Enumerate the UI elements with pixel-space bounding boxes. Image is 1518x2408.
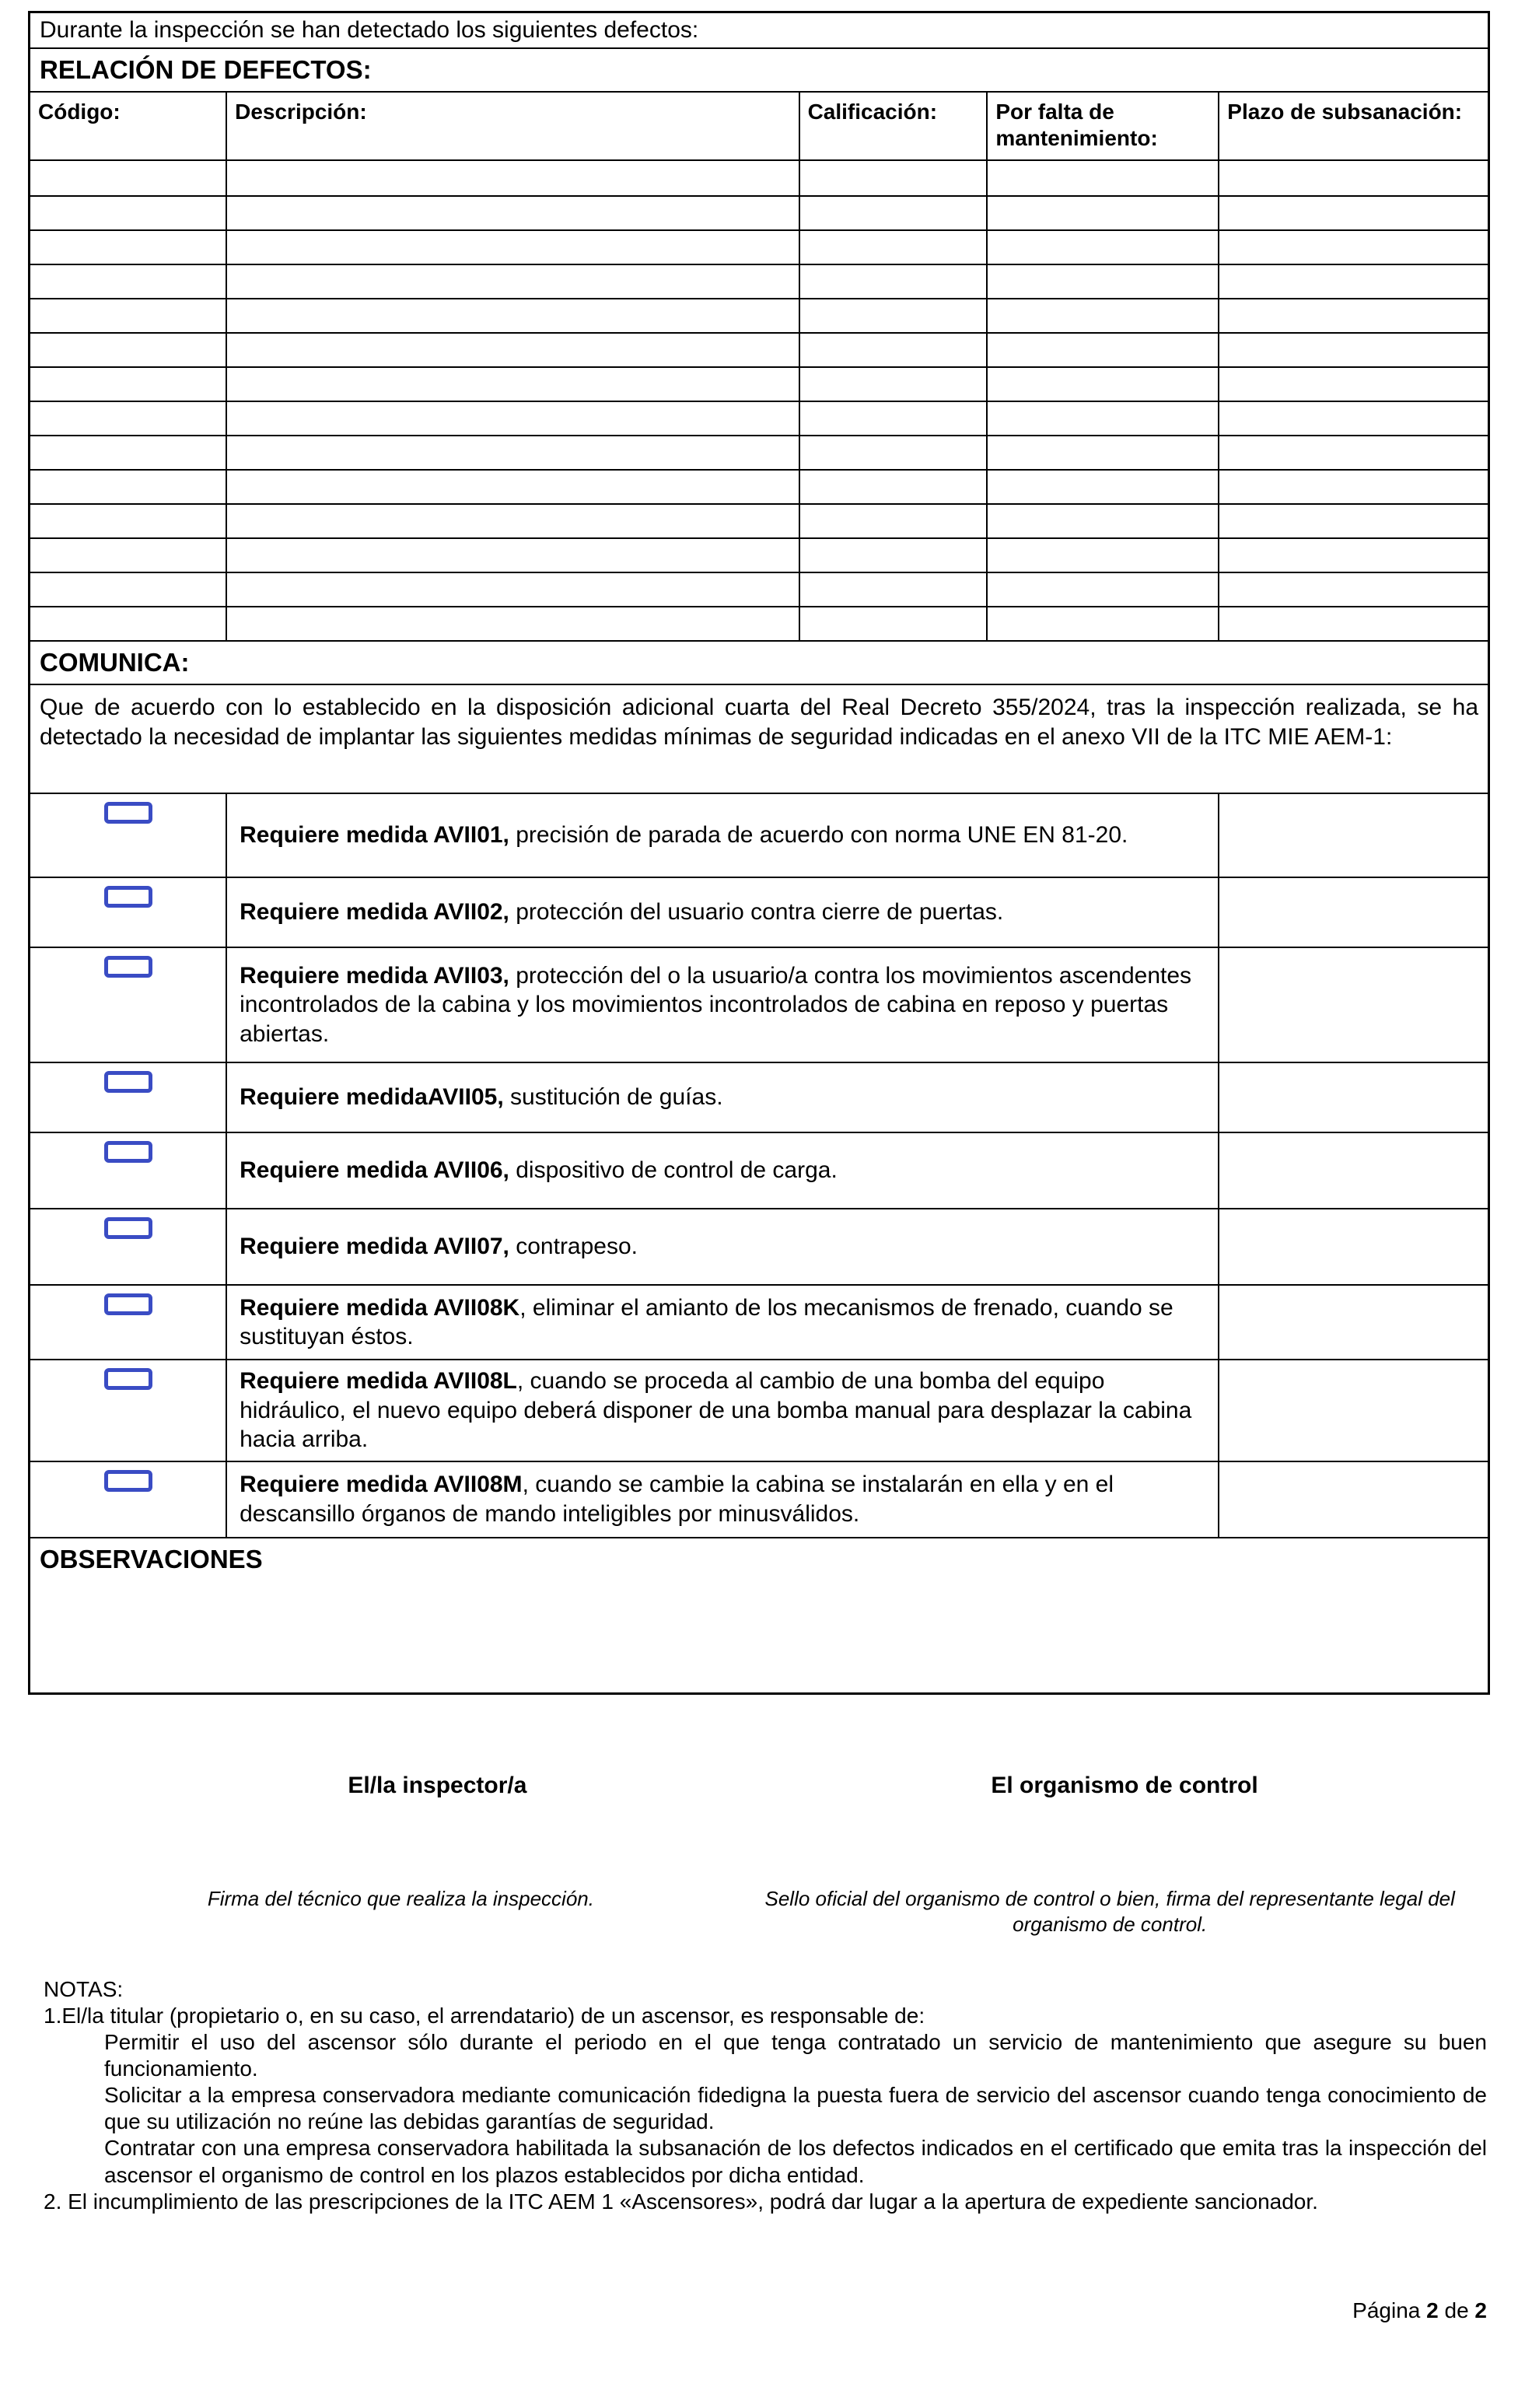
measure-text-bold: Requiere medidaAVII05, [240,1084,504,1111]
column-header-calificacion: Calificación: [799,93,987,159]
defect-empty-cell [1218,607,1488,640]
measure-text-cell [226,1133,1218,1208]
measures-list [30,793,1488,1537]
defect-empty-cell [1218,505,1488,537]
measure-text-rest: , eliminar el amianto de los mecanismos de frenado, cuando se sustituyan éstos. [240,1294,1173,1349]
defect-empty-cell [986,505,1218,537]
defect-rows [30,159,1488,640]
defect-empty-cell [799,505,987,537]
defect-empty-cell [30,436,226,469]
defect-empty-cell [30,402,226,435]
measure-right-cell [1218,948,1488,1062]
defect-empty-cell [799,197,987,229]
section-title-observaciones: OBSERVACIONES [30,1537,1488,1692]
defect-empty-cell [30,505,226,537]
page-number-prefix: Página [1352,2298,1427,2322]
defect-empty-row [30,606,1488,640]
notes-title: NOTAS: [44,1976,124,2001]
checkbox-icon[interactable] [104,886,152,908]
comunica-paragraph: Que de acuerdo con lo establecido en la disposición adicional cuarta del Real Decreto 355/2024, tras la inspección realizada, se ha detectado la necesidad de implantar las siguientes medidas mínimas de seguridad indicadas en el anexo VII de la ITC MIE AEM-1: [30,684,1488,793]
checkbox-icon[interactable] [104,1141,152,1163]
measure-right-cell [1218,794,1488,877]
defect-empty-cell [799,299,987,332]
measure-row [30,1062,1488,1132]
measure-text-rest: , cuando se proceda al cambio de una bomba del equipo hidráulico, el nuevo equipo deberá disponer de una bomba manual para desplazar la cabina hacia arriba. [240,1368,1192,1452]
defect-empty-row [30,264,1488,298]
defect-empty-row [30,161,1488,195]
note-item-2: 2. El incumplimiento de las prescripciones de la ITC AEM 1 «Ascensores», podrá dar lugar a la apertura de expediente sancionador. [44,2189,1318,2214]
measure-text-bold: Requiere medida AVII07, [240,1234,509,1260]
inspection-form-box [28,11,1490,1695]
defect-empty-cell [986,334,1218,366]
measure-checkbox-cell [30,1133,226,1208]
measure-text-bold: Requiere medida AVII06, [240,1157,509,1184]
measure-paragraph [240,1367,1205,1454]
defect-empty-row [30,572,1488,606]
defect-empty-cell [30,368,226,401]
measure-checkbox-cell [30,1286,226,1359]
defect-empty-cell [1218,334,1488,366]
notes-section [28,1976,1490,2215]
defect-empty-cell [799,368,987,401]
defect-empty-cell [1218,573,1488,606]
defect-empty-cell [30,471,226,503]
defect-empty-cell [226,265,798,298]
defect-empty-cell [986,539,1218,572]
defect-empty-cell [226,402,798,435]
defect-empty-cell [986,573,1218,606]
measure-row [30,947,1488,1062]
measure-text-rest: protección del usuario contra cierre de puertas. [509,899,1004,926]
note-subitem: Permitir el uso del ascensor sólo durante el periodo en el que tenga contratado un servicio de mantenimiento que asegure su buen funcionamiento. [104,2029,1487,2081]
measure-row [30,794,1488,877]
measure-text-bold: Requiere medida AVII02, [240,899,509,926]
page-number-total: 2 [1474,2298,1487,2322]
section-title-comunica: COMUNICA: [30,640,1488,684]
defect-empty-cell [1218,539,1488,572]
measure-paragraph [240,898,1003,927]
checkbox-icon[interactable] [104,956,152,978]
defect-empty-cell [1218,436,1488,469]
column-header-descripcion: Descripción: [226,93,798,159]
measure-right-cell [1218,1360,1488,1461]
measure-text-rest: contrapeso. [509,1234,638,1260]
measure-paragraph [240,1156,838,1185]
measure-text-cell [226,878,1218,947]
column-header-codigo: Código: [38,100,121,124]
defect-empty-cell [226,161,798,195]
defect-empty-cell [226,231,798,264]
measure-paragraph [240,1293,1205,1352]
note1-subitems [44,2029,1487,2189]
measure-paragraph [240,961,1205,1049]
section-title-relacion-defectos: RELACIÓN DE DEFECTOS: [30,47,1488,91]
measure-text-rest: dispositivo de control de carga. [509,1157,838,1184]
defect-empty-cell [30,231,226,264]
defect-empty-cell [799,265,987,298]
measure-text-cell [226,794,1218,877]
measure-checkbox-cell [30,1063,226,1132]
measure-text-cell [226,1462,1218,1537]
defect-empty-cell [226,299,798,332]
note-subitem: Contratar con una empresa conservadora habilitada la subsanación de los defectos indicados en el certificado que emita tras la inspección del ascensor el organismo de control en los plazos establecidos por dicha entidad. [104,2136,1487,2187]
measure-text-cell [226,1360,1218,1461]
defect-empty-cell [226,607,798,640]
measure-row [30,1359,1488,1461]
defect-empty-cell [986,299,1218,332]
defect-empty-row [30,435,1488,469]
defect-empty-cell [799,607,987,640]
checkbox-icon[interactable] [104,1293,152,1315]
defect-empty-cell [1218,368,1488,401]
column-header-plazo-subsanacion: Plazo de subsanación: [1218,93,1488,159]
defect-empty-cell [226,539,798,572]
defects-table-header [30,91,1488,159]
measure-right-cell [1218,878,1488,947]
defect-empty-cell [986,402,1218,435]
defect-empty-cell [986,231,1218,264]
defect-empty-cell [1218,161,1488,195]
note-subitem: Solicitar a la empresa conservadora mediante comunicación fidedigna la puesta fuera de servicio del ascensor cuando tenga conocimiento de que su utilización no reúne las debidas garantías de seguridad. [104,2083,1487,2134]
defect-empty-cell [226,436,798,469]
defect-empty-cell [30,265,226,298]
checkbox-icon[interactable] [104,1368,152,1390]
defect-empty-cell [30,539,226,572]
defect-empty-cell [799,471,987,503]
measure-right-cell [1218,1063,1488,1132]
measure-text-bold: Requiere medida AVII01, [240,822,509,849]
measure-paragraph [240,1232,638,1262]
defect-empty-cell [986,197,1218,229]
page-number-current: 2 [1426,2298,1439,2322]
page-number-separator: de [1438,2298,1475,2322]
measure-row [30,877,1488,947]
measure-text-cell [226,1286,1218,1359]
defect-empty-row [30,537,1488,572]
defect-empty-row [30,195,1488,229]
defect-empty-cell [226,573,798,606]
measure-checkbox-cell [30,1360,226,1461]
measure-text-rest: protección del o la usuario/a contra los movimientos ascendentes incontrolados de la cabina y los movimientos incontrolados de cabina en reposo y puertas abiertas. [240,962,1192,1047]
defect-empty-cell [799,402,987,435]
defect-empty-cell [30,161,226,195]
measure-text-bold: Requiere medida AVII08K [240,1294,520,1321]
measure-text-bold: Requiere medida AVII08L [240,1368,517,1394]
column-header-por-falta-mantenimiento: Por falta de mantenimiento: [986,93,1218,159]
measure-row [30,1208,1488,1284]
signature-section [28,1773,1490,1937]
measure-paragraph [240,821,1128,850]
measure-right-cell [1218,1209,1488,1284]
defect-empty-cell [986,607,1218,640]
defect-empty-cell [226,471,798,503]
defect-empty-cell [30,607,226,640]
measure-right-cell [1218,1133,1488,1208]
defect-empty-row [30,366,1488,401]
measure-text-rest: , cuando se cambie la cabina se instalarán en ella y en el descansillo órganos de mando inteligibles por minusválidos. [240,1472,1114,1527]
checkbox-icon[interactable] [104,802,152,824]
defect-empty-cell [986,161,1218,195]
defect-empty-cell [799,436,987,469]
page-footer [1352,2298,1487,2323]
measure-row [30,1132,1488,1208]
defect-empty-row [30,229,1488,264]
measure-text-cell [226,948,1218,1062]
measure-text-bold: Requiere medida AVII03, [240,962,509,989]
note-item-1: 1.El/la titular (propietario o, en su caso, el arrendatario) de un ascensor, es responsable de: [44,2003,925,2028]
inspector-signature-title: El/la inspector/a [348,1772,527,1798]
measure-checkbox-cell [30,794,226,877]
defect-empty-cell [799,334,987,366]
defect-empty-cell [986,265,1218,298]
defect-empty-cell [799,161,987,195]
defect-empty-row [30,469,1488,503]
measure-paragraph [240,1470,1205,1528]
inspector-signature-caption: Firma del técnico que realiza la inspección. [207,1886,594,1910]
measure-right-cell [1218,1286,1488,1359]
defect-empty-cell [986,368,1218,401]
defect-empty-cell [30,197,226,229]
measure-paragraph [240,1083,722,1112]
defect-empty-cell [1218,197,1488,229]
checkbox-icon[interactable] [104,1217,152,1239]
defect-empty-cell [30,334,226,366]
defect-empty-cell [1218,265,1488,298]
measure-right-cell [1218,1462,1488,1537]
measure-row [30,1284,1488,1359]
defect-empty-cell [1218,402,1488,435]
defect-empty-row [30,401,1488,435]
defect-empty-cell [226,368,798,401]
defect-empty-cell [226,505,798,537]
defect-empty-cell [1218,299,1488,332]
defect-empty-cell [30,299,226,332]
measure-text-bold: Requiere medida AVII08M [240,1472,523,1497]
measure-checkbox-cell [30,948,226,1062]
defect-empty-cell [986,436,1218,469]
measure-text-rest: sustitución de guías. [503,1084,723,1111]
defect-empty-cell [30,573,226,606]
measure-checkbox-cell [30,1209,226,1284]
intro-text: Durante la inspección se han detectado los siguientes defectos: [40,17,699,43]
defect-empty-row [30,332,1488,366]
defect-empty-cell [986,471,1218,503]
measure-text-cell [226,1063,1218,1132]
defect-empty-row [30,503,1488,537]
defect-empty-cell [226,334,798,366]
measure-checkbox-cell [30,878,226,947]
defect-empty-cell [226,197,798,229]
defect-empty-cell [1218,471,1488,503]
control-body-signature-title: El organismo de control [991,1772,1258,1798]
defect-empty-row [30,298,1488,332]
control-body-signature-caption: Sello oficial del organismo de control o bien, firma del representante legal del organismo de control. [764,1886,1455,1937]
measure-checkbox-cell [30,1462,226,1537]
measure-text-rest: precisión de parada de acuerdo con norma UNE EN 81-20. [509,822,1128,849]
checkbox-icon[interactable] [104,1071,152,1093]
measure-row [30,1461,1488,1537]
defect-empty-cell [799,231,987,264]
measure-text-cell [226,1209,1218,1284]
defect-empty-cell [1218,231,1488,264]
defect-empty-cell [799,539,987,572]
checkbox-icon[interactable] [104,1470,152,1492]
defect-empty-cell [799,573,987,606]
